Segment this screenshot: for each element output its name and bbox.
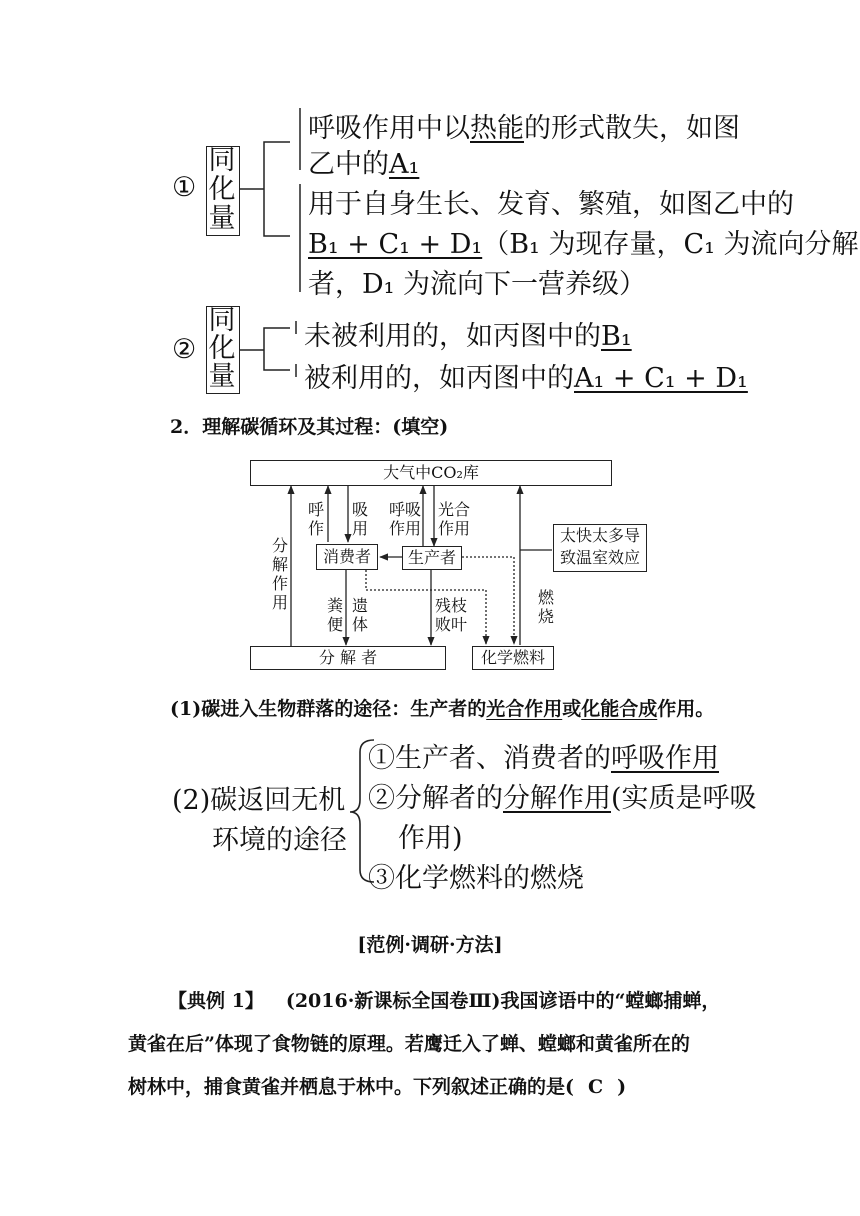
heading-2: 2．理解碳循环及其过程：(填空) [170, 416, 449, 438]
item2-label-char-1: 同 [208, 305, 236, 336]
q2-item-2: ②分解者的分解作用(实质是呼吸 [368, 783, 757, 814]
atmosphere-co2-box: 大气中CO₂库 [250, 460, 612, 486]
item1-line-5: 者，D₁ 为流向下一营养级） [308, 269, 647, 300]
consumer-box: 消费者 [316, 544, 378, 570]
item1-line-4: B₁ + C₁ + D₁（B₁ 为现存量，C₁ 为流向分解 [308, 229, 859, 260]
q1-line: (1)碳进入生物群落的途径：生产者的光合作用或化能合成作用。 [170, 698, 715, 720]
label-decompose: 分解作用 [271, 536, 288, 612]
example-tag: 【典例 1】 [168, 990, 264, 1012]
item2-line-1: 未被利用的，如丙图中的B₁ [304, 321, 632, 352]
item1-label-char-1: 同 [208, 145, 236, 176]
item1-number: ① [172, 172, 197, 203]
q2-item-1: ①生产者、消费者的呼吸作用 [368, 743, 719, 774]
label-burning: 燃烧 [537, 588, 554, 626]
item1-line-1: 呼吸作用中以热能的形式散失，如图 [308, 113, 740, 144]
item2-line-2: 被利用的，如丙图中的A₁ + C₁ + D₁ [304, 363, 748, 394]
section-title: [范例·调研·方法] [357, 934, 503, 956]
example-line-1: 【典例 1】 (2016·新课标全国卷Ⅲ)我国谚语中的“螳螂捕蝉， [168, 990, 721, 1012]
label-photosynthesis: 光合作用 [438, 500, 471, 538]
item2-number: ② [172, 334, 197, 365]
fossil-fuel-box: 化学燃料 [472, 646, 554, 670]
label-remains: 遗体 [351, 596, 368, 634]
item2-label-char-3: 量 [208, 361, 236, 392]
example-line-3: 树林中，捕食黄雀并栖息于林中。下列叙述正确的是( C ) [128, 1076, 627, 1098]
label-respiration-producer: 呼吸作用 [389, 500, 422, 538]
label-absorb: 吸用 [351, 500, 368, 538]
item1-line-2: 乙中的A₁ [308, 149, 420, 180]
greenhouse-effect-box: 太快太多导致温室效应 [553, 524, 647, 572]
item1-line-3: 用于自身生长、发育、繁殖，如图乙中的 [308, 189, 794, 220]
producer-box: 生产者 [402, 546, 462, 570]
example-line-2: 黄雀在后”体现了食物链的原理。若鹰迁入了蝉、螳螂和黄雀所在的 [128, 1033, 690, 1055]
label-litter: 残枝败叶 [435, 596, 468, 634]
item1-label-char-3: 量 [208, 203, 236, 234]
decomposer-box: 分 解 者 [250, 646, 446, 670]
label-respiration-consumer: 呼作 [307, 500, 324, 538]
label-feces: 粪便 [326, 596, 343, 634]
example-answer: C [588, 1076, 604, 1098]
item1-label-char-2: 化 [208, 174, 236, 205]
q2-label-line2: 环境的途径 [212, 825, 347, 856]
q2-item-2-cont: 作用) [398, 823, 463, 854]
q2-label-line1: (2)碳返回无机 [172, 785, 346, 816]
item2-label-char-2: 化 [208, 333, 236, 364]
q2-item-3: ③化学燃料的燃烧 [368, 863, 584, 894]
